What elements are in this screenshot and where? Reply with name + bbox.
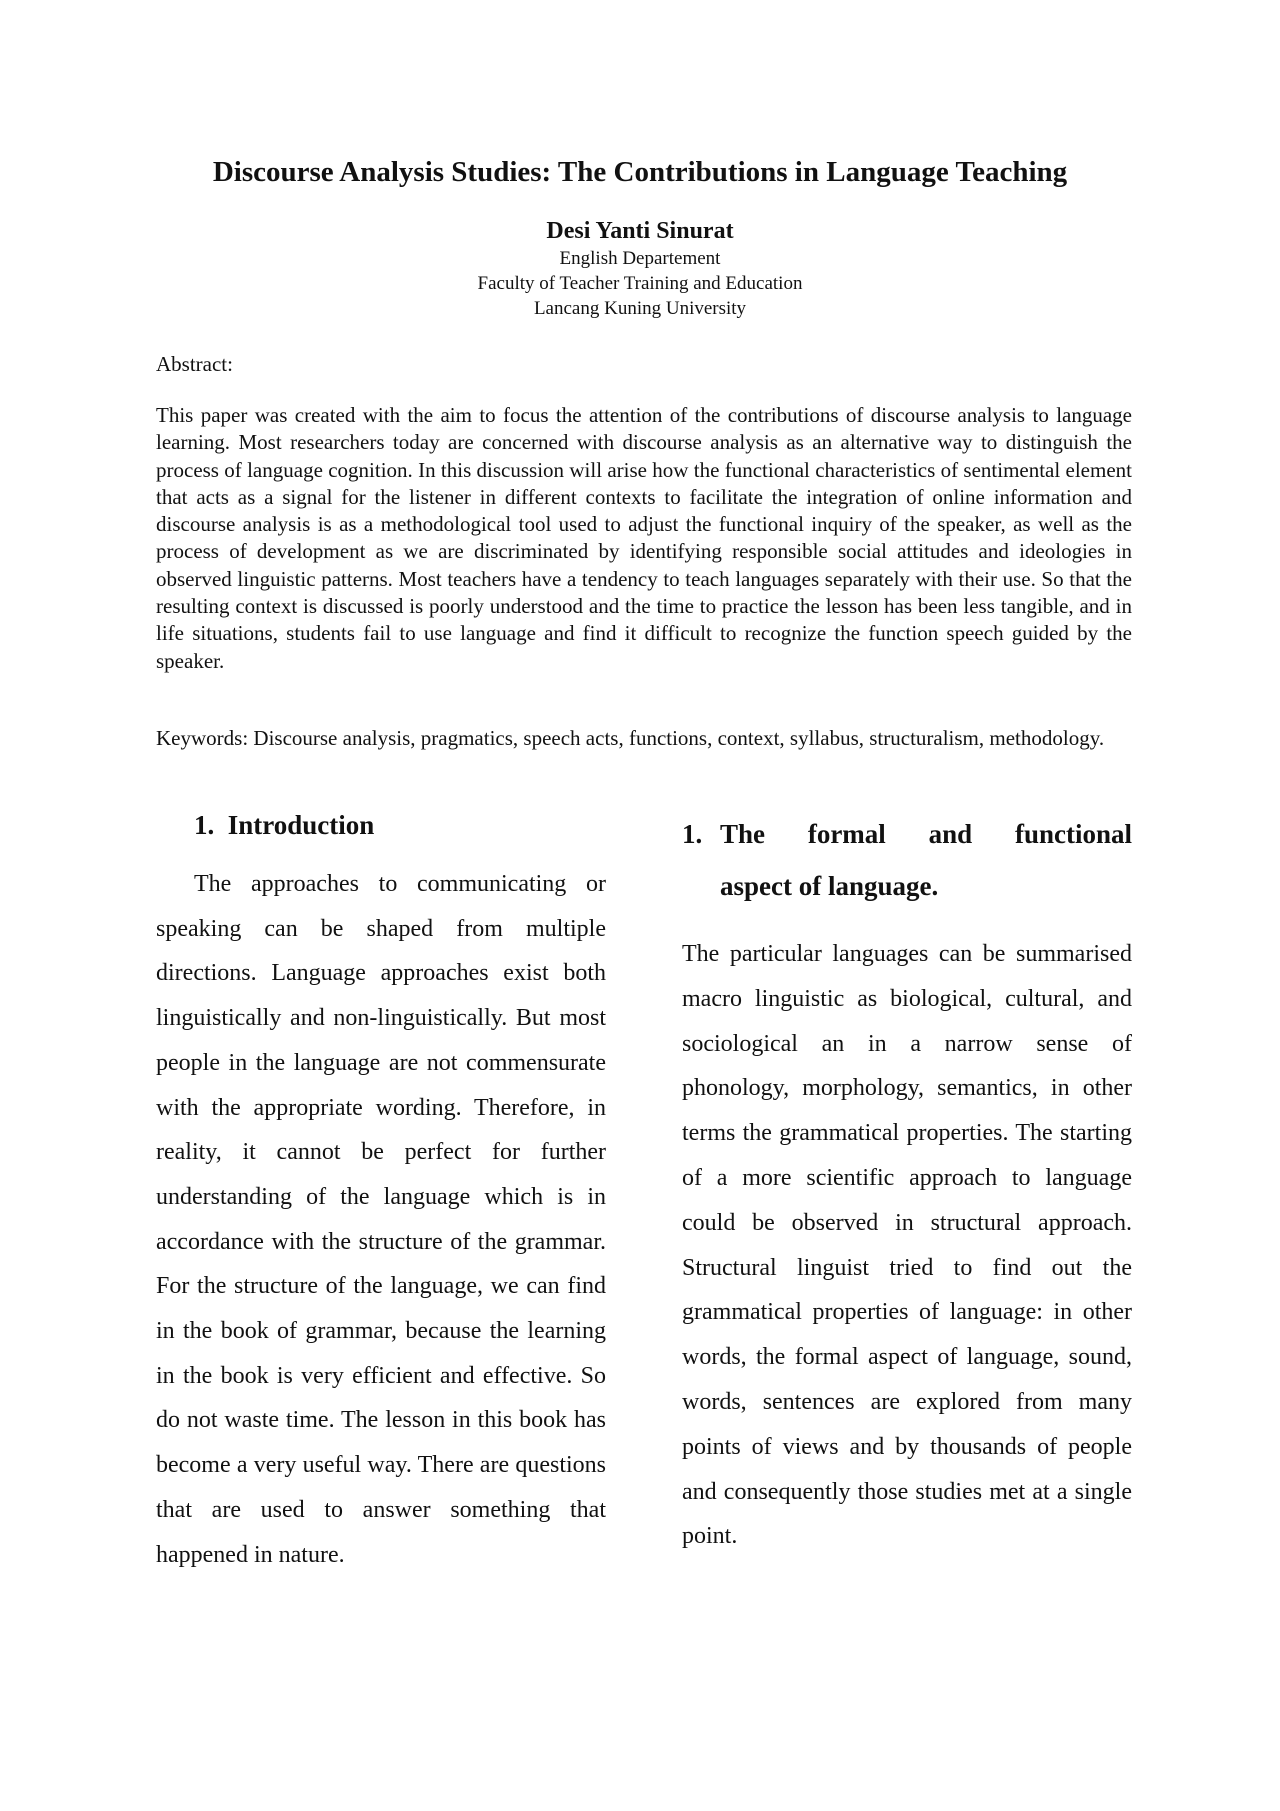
section-title	[720, 808, 1132, 912]
section-number: 1.	[194, 810, 215, 840]
keywords: Keywords: Discourse analysis, pragmatics, speech acts, functions, context, syllabus, structuralism, methodology.	[156, 726, 1105, 750]
author-university: Lancang Kuning University	[533, 298, 747, 319]
section-heading-formal-functional	[682, 808, 1132, 912]
author-name: Desi Yanti Sinurat	[546, 218, 734, 244]
author-department: English Departement	[559, 248, 721, 269]
introduction-body: The approaches to communicating or speaking can be shaped from multiple directions. Language approaches exist both linguistically and non-linguistically. But most people in the language are not commensurate with the appropriate wording. Therefore, in reality, it cannot be perfect for further understanding of the language which is in accordance with the structure of the grammar. For the structure of the language, we can find in the book of grammar, because the learning in the book is very efficient and effective. So do not waste time. The lesson in this book has become a very useful way. There are questions that are used to answer something that happened in nature.	[156, 871, 606, 1568]
author-block	[156, 216, 1124, 321]
section-heading-introduction	[156, 808, 606, 842]
paper-title: Discourse Analysis Studies: The Contributions in Language Teaching	[212, 156, 1068, 188]
right-column	[682, 808, 1132, 1559]
author-faculty: Faculty of Teacher Training and Education	[477, 273, 803, 294]
section-title: Introduction	[227, 810, 375, 840]
section-title-line1: The formal and functional	[720, 819, 1132, 849]
section-title-line2: aspect of language.	[720, 871, 939, 901]
abstract-label: Abstract:	[156, 352, 233, 376]
left-column	[156, 808, 606, 1577]
formal-functional-body: The particular languages can be summarised macro linguistic as biological, cultural, and sociological an in a narrow sense of phonology, morphology, semantics, in other terms the grammatical properties. The starting of a more scientific approach to language could be observed in structural approach. Structural linguist tried to find out the grammatical properties of language: in other words, the formal aspect of language, sound, words, sentences are explored from many points of views and by thousands of people and consequently those studies met at a single point.	[682, 941, 1132, 1550]
abstract-text: This paper was created with the aim to focus the attention of the contributions of discourse analysis to language learning. Most researchers today are concerned with discourse analysis as an alternative way to distinguish the process of language cognition. In this discussion will arise how the functional characteristics of sentimental element that acts as a signal for the listener in different contexts to facilitate the integration of online information and discourse analysis is as a methodological tool used to adjust the functional inquiry of the speaker, as well as the process of development as we are discriminated by identifying responsible social attitudes and ideologies in observed linguistic patterns. Most teachers have a tendency to teach languages separately with their use. So that the resulting context is discussed is poorly understood and the time to practice the lesson has been less tangible, and in life situations, students fail to use language and find it difficult to recognize the function speech guided by the speaker.	[156, 403, 1132, 673]
section-number: 1.	[682, 819, 703, 849]
